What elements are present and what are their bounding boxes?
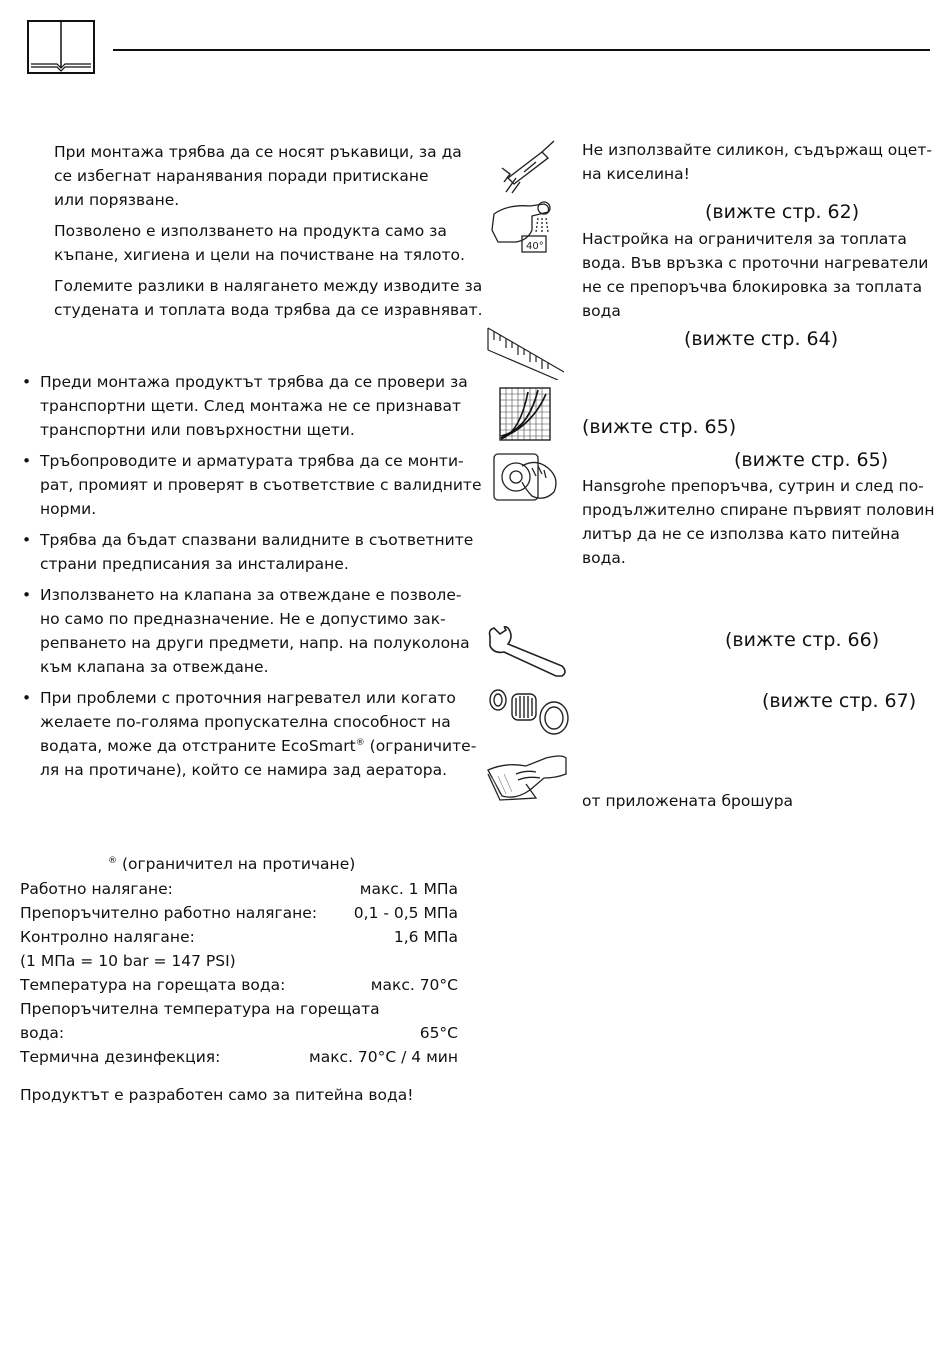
ref-p62: (вижте стр. 62) [705,201,860,223]
header-rule [113,49,930,51]
safety-p3-l2: студената и топлата вода трябва да се изравняват. [54,301,483,319]
registered-mark: ® [355,737,365,748]
limiter-l2: вода. Във връзка с проточни нагреватели [582,254,929,272]
bullet-3-l1: Трябва да бъдат спазвани валидните в съответните [40,531,474,549]
bullet-5-l2: желаете по-голяма пропускателна способност на [40,713,451,731]
ruler-icon [486,326,566,380]
brochure-note: от приложената брошура [582,792,794,810]
limiter-l1: Настройка на ограничителя за топлата [582,230,907,248]
bullet-1-l2: транспортни щети. След монтажа не се признават [40,397,462,415]
wrench-icon [486,626,568,680]
bullet-1-l1: Преди монтажа продуктът трябва да се провери за [40,373,468,391]
bullet-4-l2: но само по предназначение. Не е допустимо зак- [40,610,446,628]
bullet-4-l4: към клапана за отвеждане. [40,658,269,676]
bullet-1-l3: транспортни или повърхностни щети. [40,421,355,439]
book-icon [27,20,95,74]
svg-text:40°: 40° [526,241,544,252]
registered-mark: ® [108,855,117,866]
aerator-parts-icon [488,686,572,738]
bullet-marker: • [22,531,32,549]
specs-header: ® (ограничител на протичане) [108,855,356,873]
bullet-marker: • [22,373,32,391]
ecosmart-text: водата, може да отстраните EcoSmart [40,737,356,755]
bullet-5-l4: ля на протичане), който се намира зад аератора. [40,761,448,779]
bullet-marker: • [22,452,32,470]
caulking-gun-icon [496,138,560,194]
bullet-4-l1: Използването на клапана за отвеждане е позволе- [40,586,462,604]
limiter-l4: вода [582,302,621,320]
safety-p1-l3: или порязване. [54,191,180,209]
ref-p65-b: (вижте стр. 65) [734,449,889,471]
ecosmart-suffix: (ограничите- [364,737,477,755]
safety-p1-l1: При монтажа трябва да се носят ръкавици, за да [54,143,462,161]
safety-p2-l1: Позволено е използването на продукта само за [54,222,447,240]
ref-p65-a: (вижте стр. 65) [582,416,737,438]
limiter-l3: не се препоръчва блокировка за топлата [582,278,923,296]
ref-p66: (вижте стр. 66) [725,629,880,651]
hansgrohe-l4: вода. [582,549,626,567]
drinking-water-note: Продуктът е разработен само за питейна вода! [20,1086,414,1104]
safety-p2-l2: къпане, хигиена и цели на почистване на тялото. [54,246,465,264]
bullet-5-l1: При проблеми с проточния нагревател или когато [40,689,456,707]
silicone-l2: на киселина! [582,165,690,183]
bullet-5-l3 [40,734,476,758]
cleaning-cloth-hand-icon [486,744,570,802]
silicone-l1: Не използвайте силикон, съдържащ оцет- [582,141,932,159]
thermostat-hand-icon [488,196,560,258]
safety-p1-l2: се избегнат наранявания поради притискане [54,167,429,185]
bullet-2-l3: норми. [40,500,97,518]
ref-p67: (вижте стр. 67) [762,690,917,712]
safety-p3-l1: Големите разлики в налягането между изводите за [54,277,483,295]
bullet-3-l2: страни предписания за инсталиране. [40,555,349,573]
bullet-4-l3: репването на други предмети, напр. на полуколона [40,634,470,652]
flow-chart-icon [498,386,552,442]
knob-hand-icon [492,448,562,504]
hansgrohe-l3: литър да не се използва като питейна [582,525,900,543]
bullet-2-l1: Тръбопроводите и арматурата трябва да се монти- [40,452,464,470]
hansgrohe-l1: Hansgrohe препоръчва, сутрин и след по- [582,477,924,495]
bullet-marker: • [22,586,32,604]
ref-p64: (вижте стр. 64) [684,328,839,350]
bullet-marker: • [22,689,32,707]
bullet-2-l2: рат, промият и проверят в съответствие с валидните [40,476,482,494]
hansgrohe-l2: продължително спиране първият половин [582,501,935,519]
